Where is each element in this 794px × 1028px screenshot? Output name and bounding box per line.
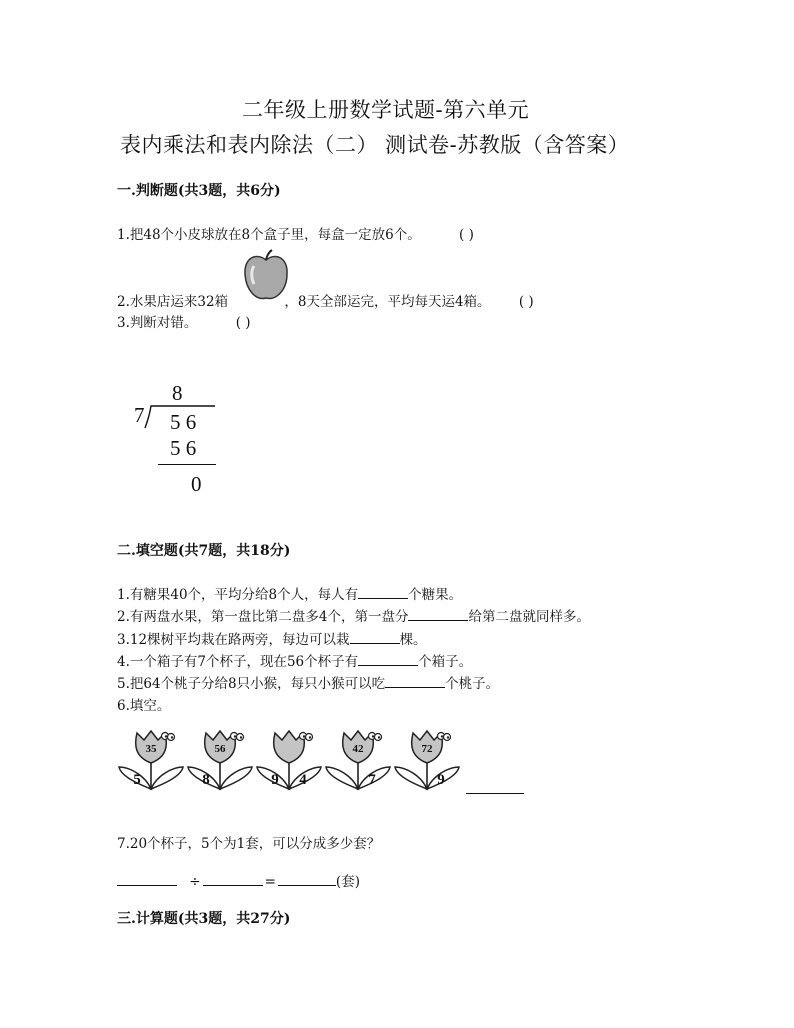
answer-blank[interactable]	[385, 673, 445, 688]
flower-row	[118, 727, 468, 795]
question-2-3	[117, 628, 427, 648]
flower-left-number: 5	[133, 772, 141, 788]
division-dividend: 5 6	[170, 410, 197, 434]
division-rule	[158, 464, 216, 465]
question-2-6: 6.填空。	[117, 698, 171, 714]
divide-sign: ÷	[189, 874, 201, 890]
question-text: 个糖果。	[408, 587, 463, 603]
question-text: 1.把48个小皮球放在8个盒子里，每盒一定放6个。	[117, 227, 421, 243]
question-1-2	[117, 290, 534, 310]
page-title-line-1: 二年级上册数学试题-第六单元	[242, 98, 530, 122]
question-text: 2.有两盘水果，第一盘比第二盘多4个，第一盘分	[117, 609, 409, 625]
question-2-5	[117, 672, 499, 692]
question-text: 1.有糖果40个，平均分给8个人，每人有	[117, 587, 359, 603]
flower-top-number: 56	[214, 743, 226, 755]
answer-paren[interactable]: ( )	[459, 227, 474, 243]
page-title-line-2: 表内乘法和表内除法（二） 测试卷-苏教版（含答案）	[120, 133, 630, 157]
section-1-heading: 一.判断题(共3题，共6分)	[117, 183, 281, 199]
question-2-4	[117, 650, 472, 670]
division-quotient: 8	[172, 381, 183, 405]
section-3-heading: 三.计算题(共3题，共27分)	[117, 911, 291, 927]
question-text: 给第二盘就同样多。	[468, 609, 590, 625]
answer-blank[interactable]	[350, 629, 400, 644]
question-2-7: 7.20个杯子，5个为1套，可以分成多少套？	[117, 836, 381, 852]
flower	[326, 731, 390, 789]
flower-right-number: 4	[299, 772, 307, 788]
flower-pupil	[234, 735, 236, 737]
flower-top-number: 72	[421, 743, 433, 755]
flower-pupil	[378, 736, 380, 738]
flower-leaf-right	[151, 767, 183, 789]
flower-top-number: 35	[145, 743, 157, 755]
flower-pupil	[441, 735, 443, 737]
question-text: 4.一个箱子有7个杯子，现在56个杯子有	[117, 654, 359, 670]
unit-label: (套)	[335, 874, 360, 890]
flower	[119, 731, 183, 789]
answer-paren[interactable]: ( )	[235, 315, 251, 331]
equals-sign: =	[264, 874, 276, 890]
flower	[395, 731, 459, 789]
flower-left-number: 8	[202, 772, 210, 788]
flower-pupil	[309, 736, 311, 738]
flower-right-number: 9	[437, 772, 445, 788]
section-2-heading: 二.填空题(共7题，共18分)	[117, 543, 291, 559]
flower-row-graphic	[118, 727, 468, 795]
question-2-1	[117, 583, 462, 603]
flower-pupil	[303, 735, 305, 737]
answer-blank[interactable]	[117, 871, 177, 886]
division-divisor: 7	[134, 403, 145, 427]
flower	[188, 731, 252, 789]
answer-blank[interactable]	[408, 606, 468, 621]
question-text: 3.判断对错。	[117, 315, 198, 331]
flower-leaf-left	[326, 767, 358, 789]
flower-leaf-right	[220, 767, 252, 789]
question-text: 2.水果店运来32箱	[117, 294, 229, 310]
answer-paren[interactable]: ( )	[518, 294, 534, 310]
question-text: 3.12棵树平均栽在路两旁，每边可以栽	[117, 632, 350, 648]
division-remainder: 0	[191, 472, 202, 496]
answer-blank-flower[interactable]	[466, 793, 524, 794]
flower-top-number: 42	[352, 743, 364, 755]
question-1-1	[117, 223, 474, 243]
flower-pupil	[447, 736, 449, 738]
question-2-2	[117, 605, 590, 625]
flower-leaf-left	[395, 767, 427, 789]
answer-blank[interactable]	[358, 651, 418, 666]
flower-pupil	[372, 735, 374, 737]
question-text: 个箱子。	[418, 654, 473, 670]
flower-left-number: 9	[271, 772, 279, 788]
question-text: ，8天全部运完，平均每天运4箱。	[284, 294, 491, 310]
division-product: 5 6	[170, 436, 197, 460]
question-text: 5.把64个桃子分给8只小猴，每只小猴可以吃	[117, 676, 386, 692]
question-2-7-equation	[117, 870, 360, 890]
flower-right-number: 7	[368, 772, 376, 788]
flower-pupil	[240, 736, 242, 738]
flower-pupil	[165, 735, 167, 737]
question-text: 个桃子。	[445, 676, 500, 692]
flower-pupil	[171, 736, 173, 738]
flower	[257, 731, 321, 789]
answer-blank[interactable]	[278, 871, 336, 886]
question-1-3	[117, 311, 251, 331]
question-text: 棵。	[399, 632, 427, 648]
answer-blank[interactable]	[203, 871, 263, 886]
answer-blank[interactable]	[358, 584, 408, 599]
